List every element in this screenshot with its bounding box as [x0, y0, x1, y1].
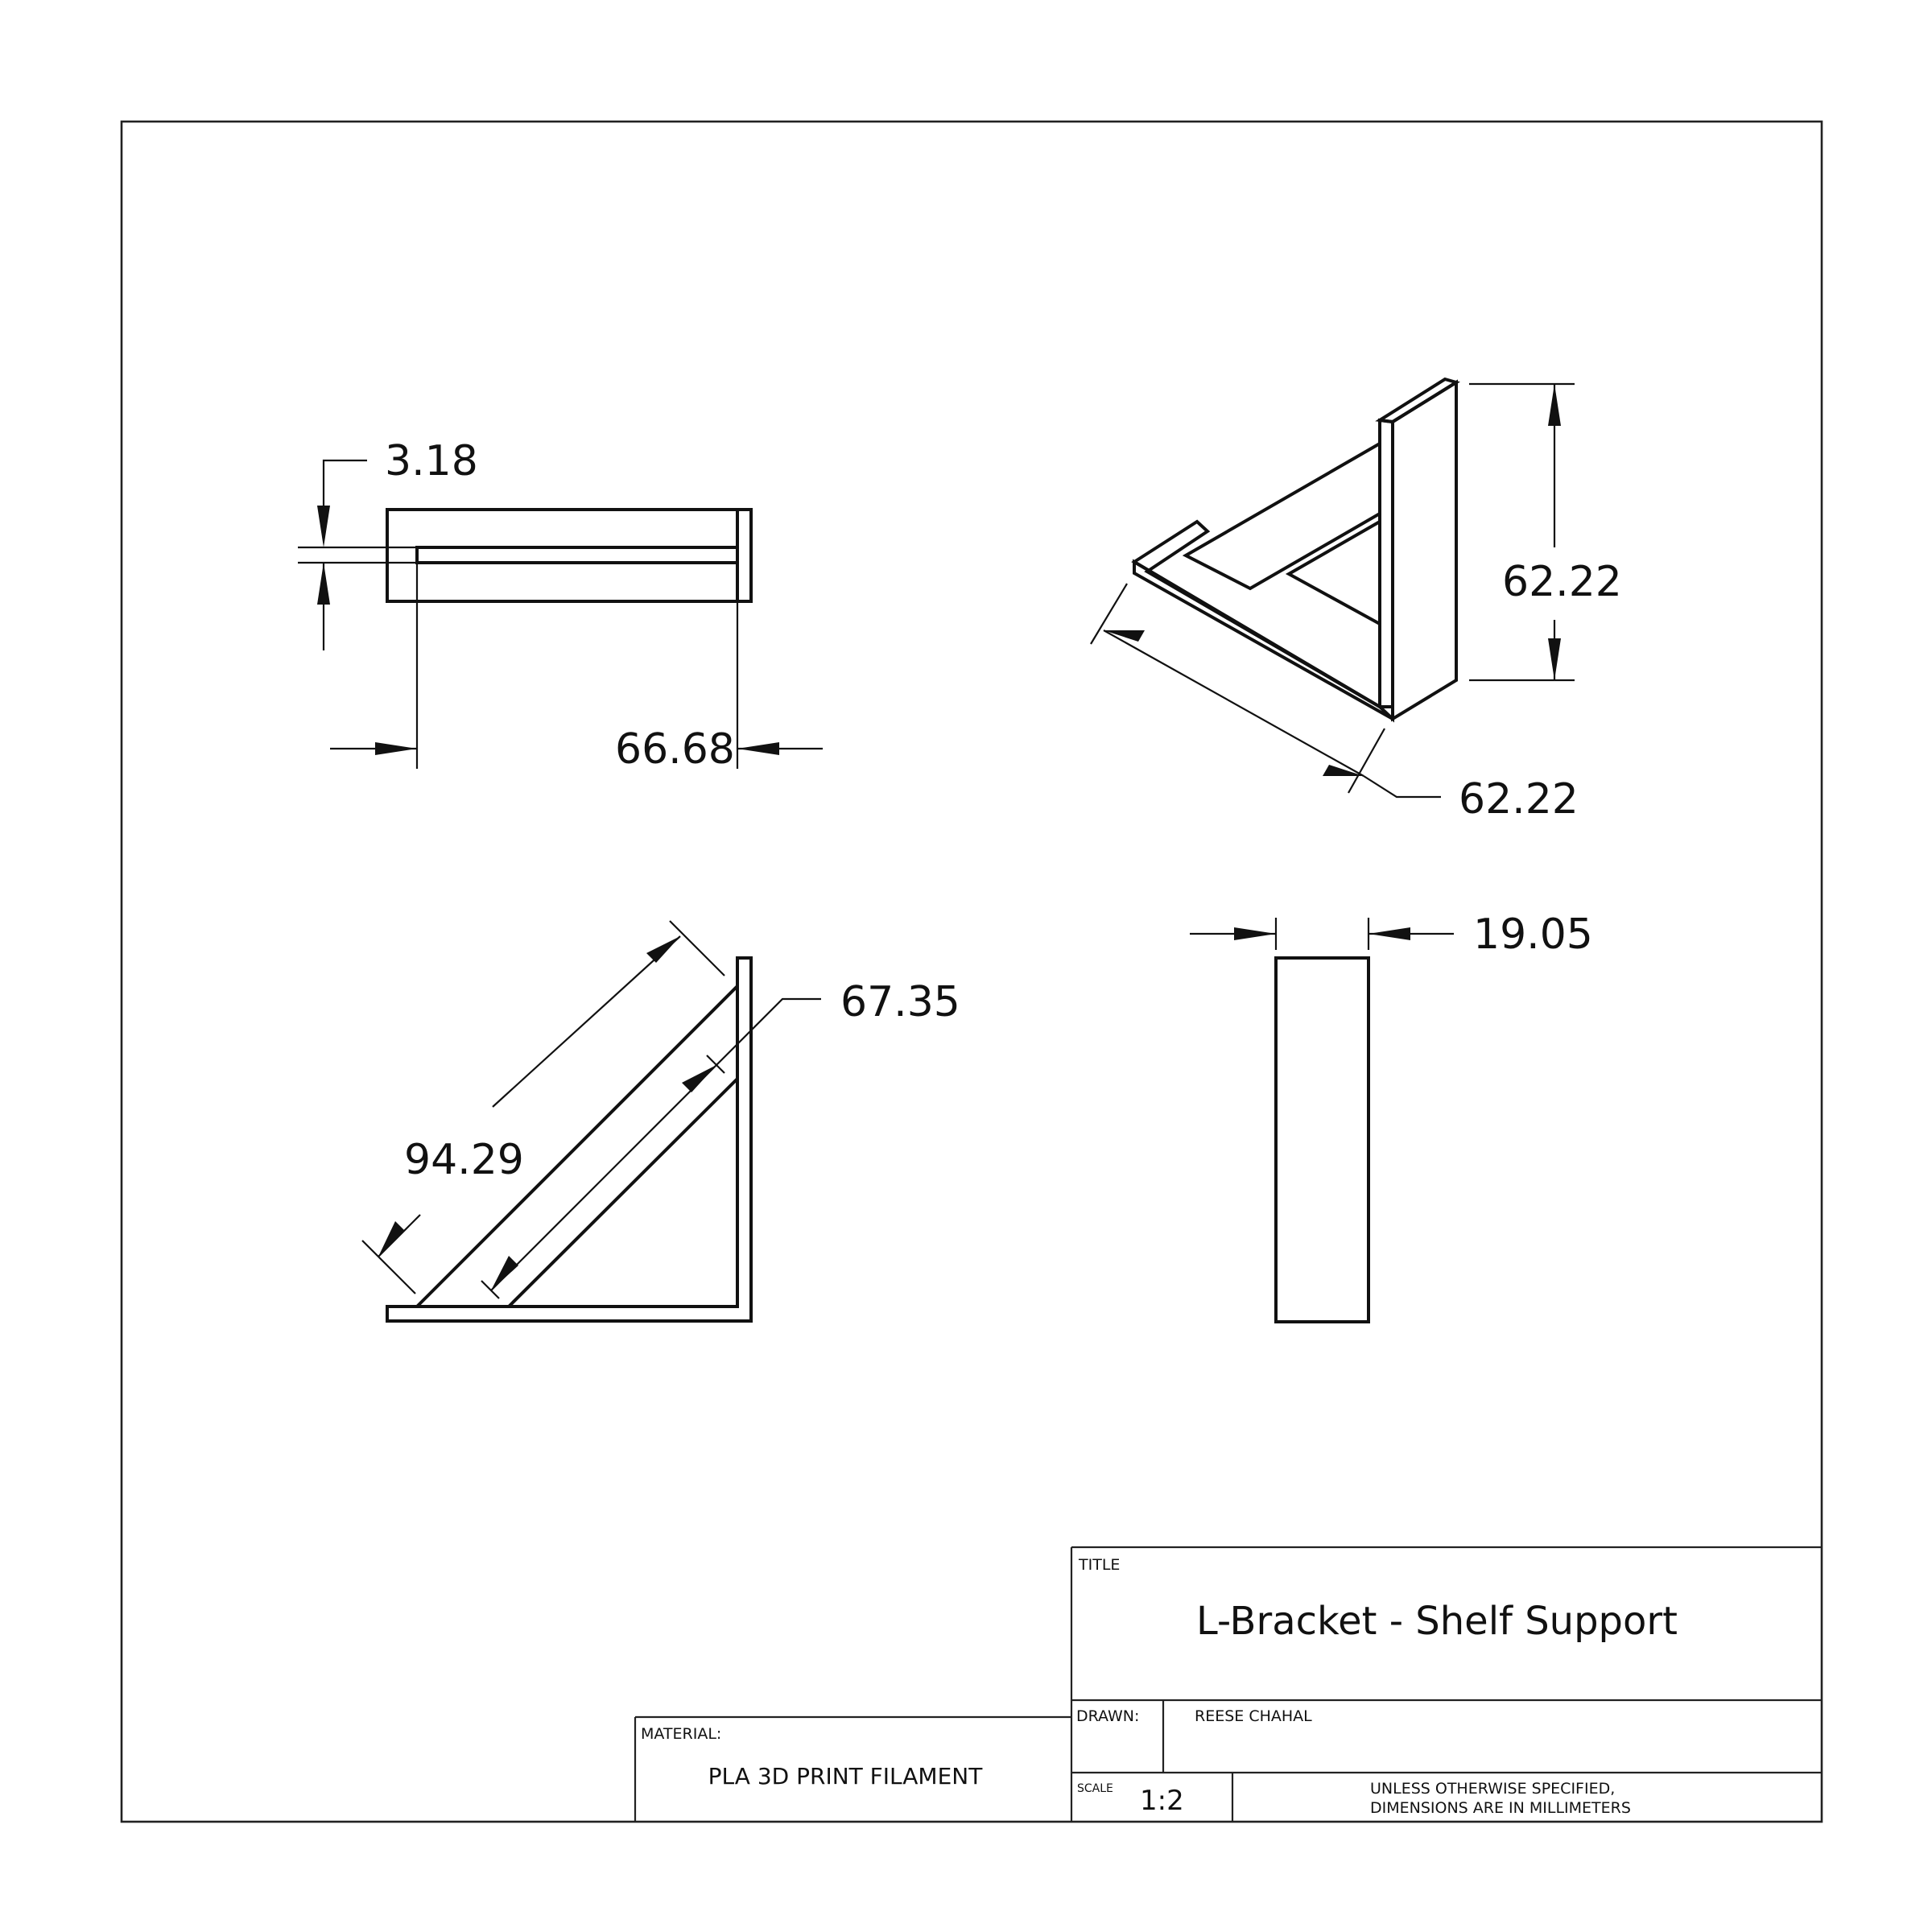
drawn-label: DRAWN:	[1076, 1707, 1140, 1725]
iso-vertical-leg-face	[1380, 420, 1393, 719]
drawn-by: REESE CHAHAL	[1195, 1707, 1312, 1725]
dim-iso-depth	[1091, 584, 1579, 824]
iso-gusset-face	[1186, 444, 1380, 588]
units-note-line1: UNLESS OTHERWISE SPECIFIED,	[1370, 1780, 1616, 1798]
dim-iso-depth-label: 62.22	[1459, 775, 1579, 824]
isometric-view	[1091, 379, 1622, 824]
sheet-border	[122, 122, 1822, 1822]
side-view-outline	[1276, 958, 1368, 1322]
front-view	[362, 921, 960, 1321]
dim-top-length-label: 66.68	[615, 725, 735, 774]
drawing-title: L-Bracket - Shelf Support	[1196, 1599, 1678, 1644]
dim-inner-length	[481, 978, 960, 1298]
dim-iso-height-label: 62.22	[1502, 558, 1622, 606]
material-value: PLA 3D PRINT FILAMENT	[708, 1763, 983, 1790]
material-label: MATERIAL:	[641, 1725, 722, 1743]
title-label: TITLE	[1079, 1556, 1121, 1574]
dim-side-width-label: 19.05	[1473, 910, 1593, 959]
top-view-outline	[387, 510, 751, 601]
scale-label: SCALE	[1077, 1782, 1113, 1795]
dim-hypotenuse-label: 94.29	[404, 1136, 524, 1184]
scale-value: 1:2	[1140, 1785, 1184, 1817]
title-block	[635, 1547, 1822, 1822]
dim-thickness-label: 3.18	[385, 437, 478, 485]
side-view	[1190, 910, 1593, 1322]
units-note-line2: DIMENSIONS ARE IN MILLIMETERS	[1370, 1799, 1631, 1817]
iso-vertical-leg-side	[1393, 382, 1456, 719]
dim-inner-length-label: 67.35	[840, 978, 960, 1026]
top-view-slot	[417, 547, 737, 563]
iso-gusset-shadow	[1289, 522, 1380, 624]
dim-iso-height	[1469, 384, 1622, 680]
dim-top-length	[330, 563, 823, 774]
iso-horizontal-leg-top	[1134, 522, 1380, 707]
dim-side-width	[1190, 910, 1593, 959]
top-view	[298, 437, 823, 774]
iso-vertical-leg-top	[1380, 379, 1456, 422]
